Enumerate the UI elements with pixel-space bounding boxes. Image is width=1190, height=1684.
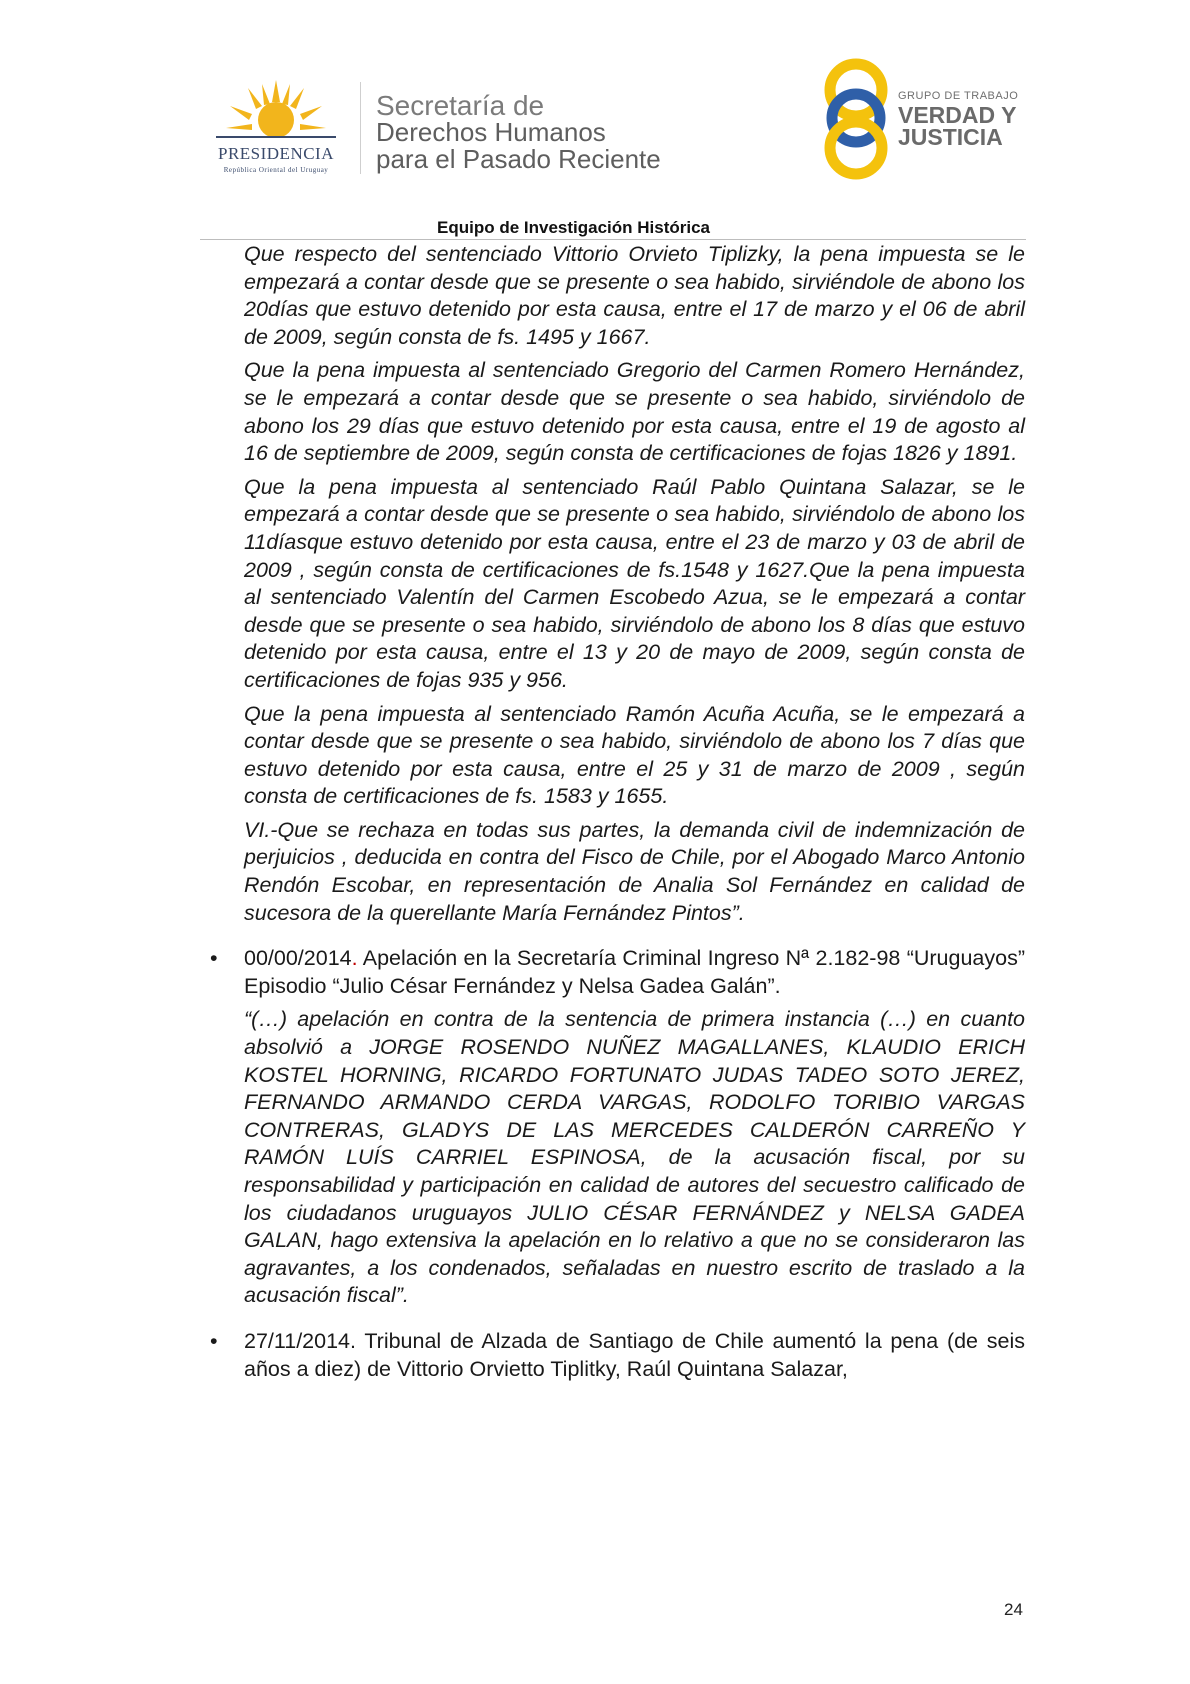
apelacion-text: Apelación en la Secretaría Criminal Ingreso Nª 2.182-98 “Uruguayos” Episodio “Julio César Fernández y Nelsa Gadea Galán”. [244,946,1025,998]
apelacion-quote: “(…) apelación en contra de la sentencia de primera instancia (…) en cuanto absolvió a JORGE ROSENDO NUÑEZ MAGALLANES, KLAUDIO ERICH KOSTEL HORNING, RICARDO FORTUNATO JUDAS TADEO SOTO JEREZ, FERNANDO ARMANDO CERDA VARGAS, RODOLFO TORIBIO VARGAS CONTRERAS, GLADYS DE LAS MERCEDES CALDERÓN CARREÑO Y RAMÓN LUÍS CARRIEL ESPINOSA, de la acusación fiscal, por su responsabilidad y participación en calidad de autores del secuestro calificado de los ciudadanos uruguayos JULIO CÉSAR FERNÁNDEZ y NELSA GADEA GALAN, hago extensiva la apelación en lo relativo a que no se consideraron las agravantes, a los condenados, señaladas en nuestro escrito de traslado a la acusación fiscal”. [244,1007,1025,1308]
paragraph-acuna: Que la pena impuesta al sentenciado Ramón Acuña Acuña, se le empezará a contar desde que se presente o sea habido, sirviéndolo de abono los 7 días que estuvo detenido por esta causa, entre el 25 y 31 de marzo de 2009 , según consta de certificaciones de fs. 1583 y 1655. [244,701,1025,809]
secretaria-logo-text [376,92,661,173]
list-item-tribunal [210,1328,1025,1383]
list-item-apelacion [210,945,1025,1310]
apelacion-heading [244,945,1025,1000]
presidencia-logo [196,78,356,178]
paragraph-romero: Que la pena impuesta al sentenciado Gregorio del Carmen Romero Hernández, se le empezará a contar desde que se presente o sea habido, sirviéndolo de abono los 29 días que estuvo detenido por esta causa, entre el 19 de agosto al 16 de septiembre de 2009, según consta de certificaciones de fojas 1826 y 1891. [244,358,1025,466]
presidencia-name: PRESIDENCIA [217,144,334,163]
paragraph-quintana-escobedo: Que la pena impuesta al sentenciado Raúl Pablo Quintana Salazar, se le empezará a contar desde que se presente o sea habido, sirviéndolo de abono los 11díasque estuvo detenido por esta causa, entre el 23 de marzo y 03 de abril de 2009 , según consta de certificaciones de fs.1548 y 1627.Que la pena impuesta al sentenciado Valentín del Carmen Escobedo Azua, se le empezará a contar desde que se presente o sea habido, sirviéndolo de abono los 8 días que estuvo detenido por esta causa, entre el 13 y 20 de mayo de 2009, según consta de certificaciones de fojas 935 y 956. [244,474,1025,692]
document-body [210,241,1025,1389]
verdad-justicia-logo [820,56,1030,182]
bullet-icon: • [210,1328,218,1353]
header-rule [200,239,1026,240]
apelacion-red-dot: . [351,946,358,971]
paragraph-demanda-civil: VI.-Que se rechaza en todas sus partes, la demanda civil de indemnización de perjuicios , deducida en contra del Fisco de Chile, por el Abogado Marco Antonio Rendón Escobar, en representación de Analia Sol Fernández en calidad de sucesora de la querellante María Fernández Pintos”. [244,817,1025,925]
sun-emblem-icon [196,78,356,144]
section-title: Equipo de Investigación Histórica [437,218,710,237]
apelacion-date: 00/00/2014 [244,946,352,971]
secretaria-line1: Secretaría de [376,90,545,121]
tribunal-text: 27/11/2014. Tribunal de Alzada de Santiago de Chile aumentó la pena (de seis años a diez) de Vittorio Orvietto Tiplitky, Raúl Quintana Salazar, [244,1328,1025,1381]
secretaria-line2: Derechos Humanos [376,117,606,147]
header-divider [360,82,361,174]
paragraph-orvieto: Que respecto del sentenciado Vittorio Orvieto Tiplizky, la pena impuesta se le empezará a contar desde que se presente o sea habido, sirviéndole de abono los 20días que estuvo detenido por esta causa, entre el 17 de marzo y el 06 de abril de 2009, según consta de fs. 1495 y 1667. [244,242,1025,349]
secretaria-line3: para el Pasado Reciente [376,144,661,174]
rings-emblem-icon [820,56,896,182]
gtvj-line1: GRUPO DE TRABAJO [898,90,1019,102]
gtvj-line2: VERDAD Y [898,102,1017,128]
gtvj-title [898,104,1016,148]
page-number: 24 [1004,1600,1023,1619]
gtvj-line3: JUSTICIA [898,124,1003,150]
presidencia-subtitle: República Oriental del Uruguay [223,166,329,174]
bullet-icon: • [210,946,218,971]
